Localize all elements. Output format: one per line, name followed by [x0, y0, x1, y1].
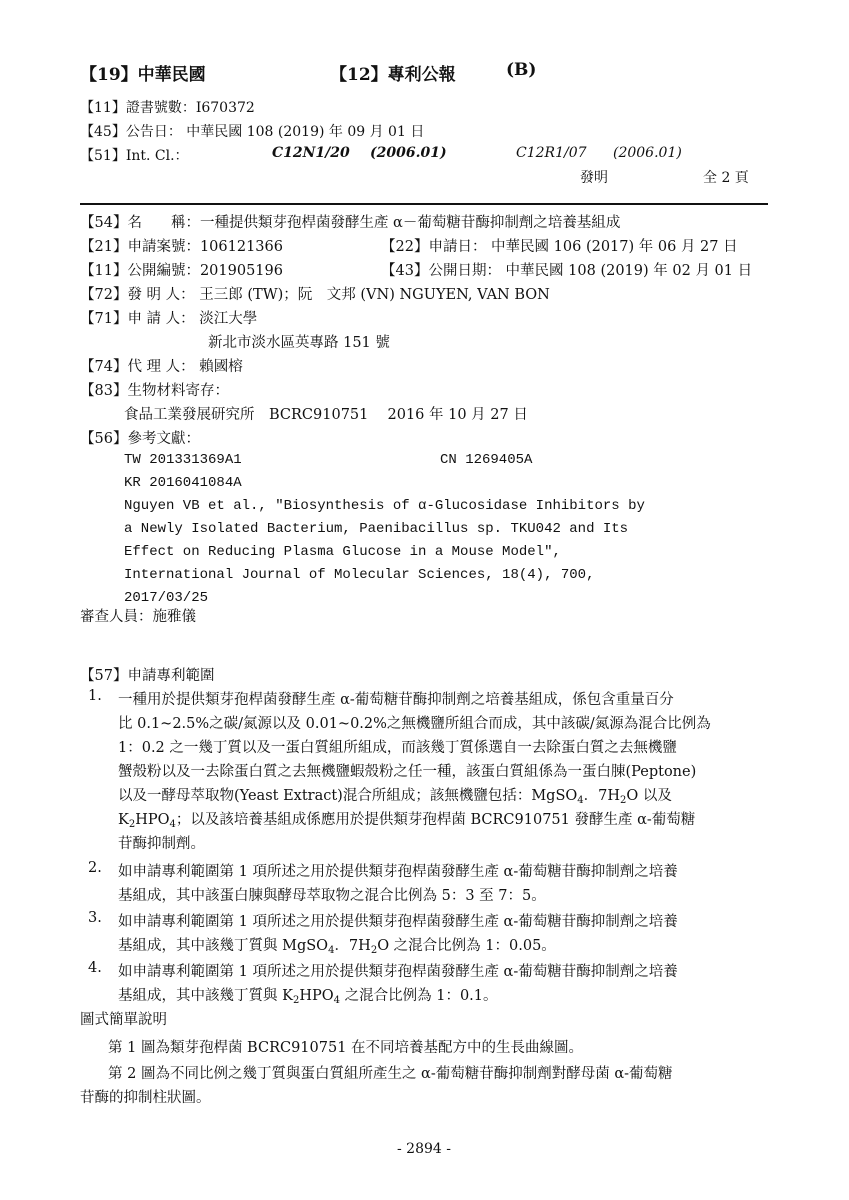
header-divider — [80, 203, 768, 205]
publication-date: 【43】公開日期： 中華民國 108 (2019) 年 02 月 01 日 — [381, 263, 753, 279]
claim-3-line: 基組成，其中該幾丁質與 MgSO$_4$．$7H_2O$ 之混合比例為 1：0.05。 — [118, 938, 556, 956]
patent-category: 發明 — [580, 170, 608, 186]
examiner: 審查人員：施雅儀 — [80, 609, 196, 625]
claim-1-line: 以及一酵母萃取物(Yeast Extract)混合所組成；該無機鹽包括：MgSO$_4$．$7H_2O$ 以及 — [118, 788, 672, 806]
inventors: 【72】發 明 人： 王三郎 (TW)；阮 文邦 (VN) NGUYEN, VAN BON — [80, 287, 550, 303]
claims-heading: 【57】申請專利範圍 — [80, 668, 215, 684]
claim-1-line: 苷酶抑制劑。 — [118, 836, 205, 852]
document-type-heading: 【12】專利公報 — [330, 65, 456, 85]
reference-paper-line: International Journal of Molecular Sciences, 18(4), 700, — [124, 567, 595, 583]
intcl-primary-date: (2006.01) — [370, 145, 447, 161]
claim-1-line: 比 0.1~2.5%之碳/氮源以及 0.01~0.2%之無機鹽所組合而成，其中該碳/氮源為混合比例為 — [118, 716, 711, 732]
patent-title: 【54】名 稱：一種提供類芽孢桿菌發酵生產 α－葡萄糖苷酶抑制劑之培養基組成 — [80, 215, 621, 231]
certificate-number: 【11】證書號數：I670372 — [80, 100, 255, 116]
reference-paper-line: Nguyen VB et al., "Biosynthesis of α-Glucosidase Inhibitors by — [124, 498, 645, 514]
intcl-label: 【51】Int. Cl.： — [80, 148, 189, 164]
total-pages: 全 2 頁 — [703, 170, 749, 186]
claim-2-line: 基組成，其中該蛋白腖與酵母萃取物之混合比例為 5：3 至 7：5。 — [118, 888, 546, 904]
intcl-secondary: C12R1/07 — [516, 145, 587, 161]
reference-tw: TW 201331369A1 — [124, 452, 242, 468]
reference-cn: CN 1269405A — [440, 452, 533, 468]
figure-2-description-cont: 苷酶的抑制柱狀圖。 — [80, 1090, 211, 1106]
claim-number: 3. — [88, 910, 102, 926]
claim-1-line: $K_2HPO_4$；以及該培養基組成係應用於提供類芽孢桿菌 BCRC910751 發酵生產 α-葡萄糖 — [118, 812, 696, 830]
reference-paper-line: a Newly Isolated Bacterium, Paenibacillus sp. TKU042 and Its — [124, 521, 629, 537]
application-date: 【22】申請日： 中華民國 106 (2017) 年 06 月 27 日 — [381, 239, 738, 255]
figure-1-description: 第 1 圖為類芽孢桿菌 BCRC910751 在不同培養基配方中的生長曲線圖。 — [108, 1040, 584, 1056]
announcement-date: 【45】公告日： 中華民國 108 (2019) 年 09 月 01 日 — [80, 124, 425, 140]
intcl-primary: C12N1/20 — [272, 145, 350, 161]
agent: 【74】代 理 人： 賴國榕 — [80, 359, 243, 375]
application-number: 【21】申請案號：106121366 — [80, 239, 283, 255]
publication-number: 【11】公開編號：201905196 — [80, 263, 283, 279]
country-heading: 【19】中華民國 — [80, 65, 206, 85]
claim-4-line: 如申請專利範圍第 1 項所述之用於提供類芽孢桿菌發酵生產 α-葡萄糖苷酶抑制劑之培養 — [118, 964, 678, 980]
claim-1-line: 一種用於提供類芽孢桿菌發酵生產 α-葡萄糖苷酶抑制劑之培養基組成，係包含重量百分 — [118, 692, 674, 708]
claim-number: 1. — [88, 688, 102, 704]
claim-4-line: 基組成，其中該幾丁質與 $K_2HPO_4$ 之混合比例為 1：0.1。 — [118, 988, 498, 1006]
biological-deposit-info: 食品工業發展研究所 BCRC910751 2016 年 10 月 27 日 — [124, 407, 528, 423]
applicant-address: 新北市淡水區英專路 151 號 — [208, 335, 390, 351]
claim-1-line: 1：0.2 之一幾丁質以及一蛋白質組所組成，而該幾丁質係選自一去除蛋白質之去無機鹽 — [118, 740, 677, 756]
biological-deposit-label: 【83】生物材料寄存： — [80, 383, 229, 399]
applicant: 【71】申 請 人： 淡江大學 — [80, 311, 258, 327]
claim-number: 4. — [88, 960, 102, 976]
figure-2-description: 第 2 圖為不同比例之幾丁質與蛋白質組所產生之 α-葡萄糖苷酶抑制劑對酵母菌 α-葡萄糖 — [108, 1066, 673, 1082]
claim-number: 2. — [88, 860, 102, 876]
references-label: 【56】參考文獻： — [80, 431, 200, 447]
claim-3-line: 如申請專利範圍第 1 項所述之用於提供類芽孢桿菌發酵生產 α-葡萄糖苷酶抑制劑之培養 — [118, 914, 678, 930]
claim-1-line: 蟹殼粉以及一去除蛋白質之去無機鹽蝦殼粉之任一種，該蛋白質組係為一蛋白腖(Peptone) — [118, 764, 697, 780]
figures-heading: 圖式簡單說明 — [80, 1012, 167, 1028]
claim-2-line: 如申請專利範圍第 1 項所述之用於提供類芽孢桿菌發酵生產 α-葡萄糖苷酶抑制劑之培養 — [118, 864, 678, 880]
reference-kr: KR 2016041084A — [124, 475, 242, 491]
page-number: - 2894 - — [397, 1141, 451, 1157]
reference-paper-line: Effect on Reducing Plasma Glucose in a Mouse Model", — [124, 544, 561, 560]
reference-paper-line: 2017/03/25 — [124, 590, 209, 606]
kind-code: (B) — [506, 60, 537, 80]
intcl-secondary-date: (2006.01) — [613, 145, 682, 161]
